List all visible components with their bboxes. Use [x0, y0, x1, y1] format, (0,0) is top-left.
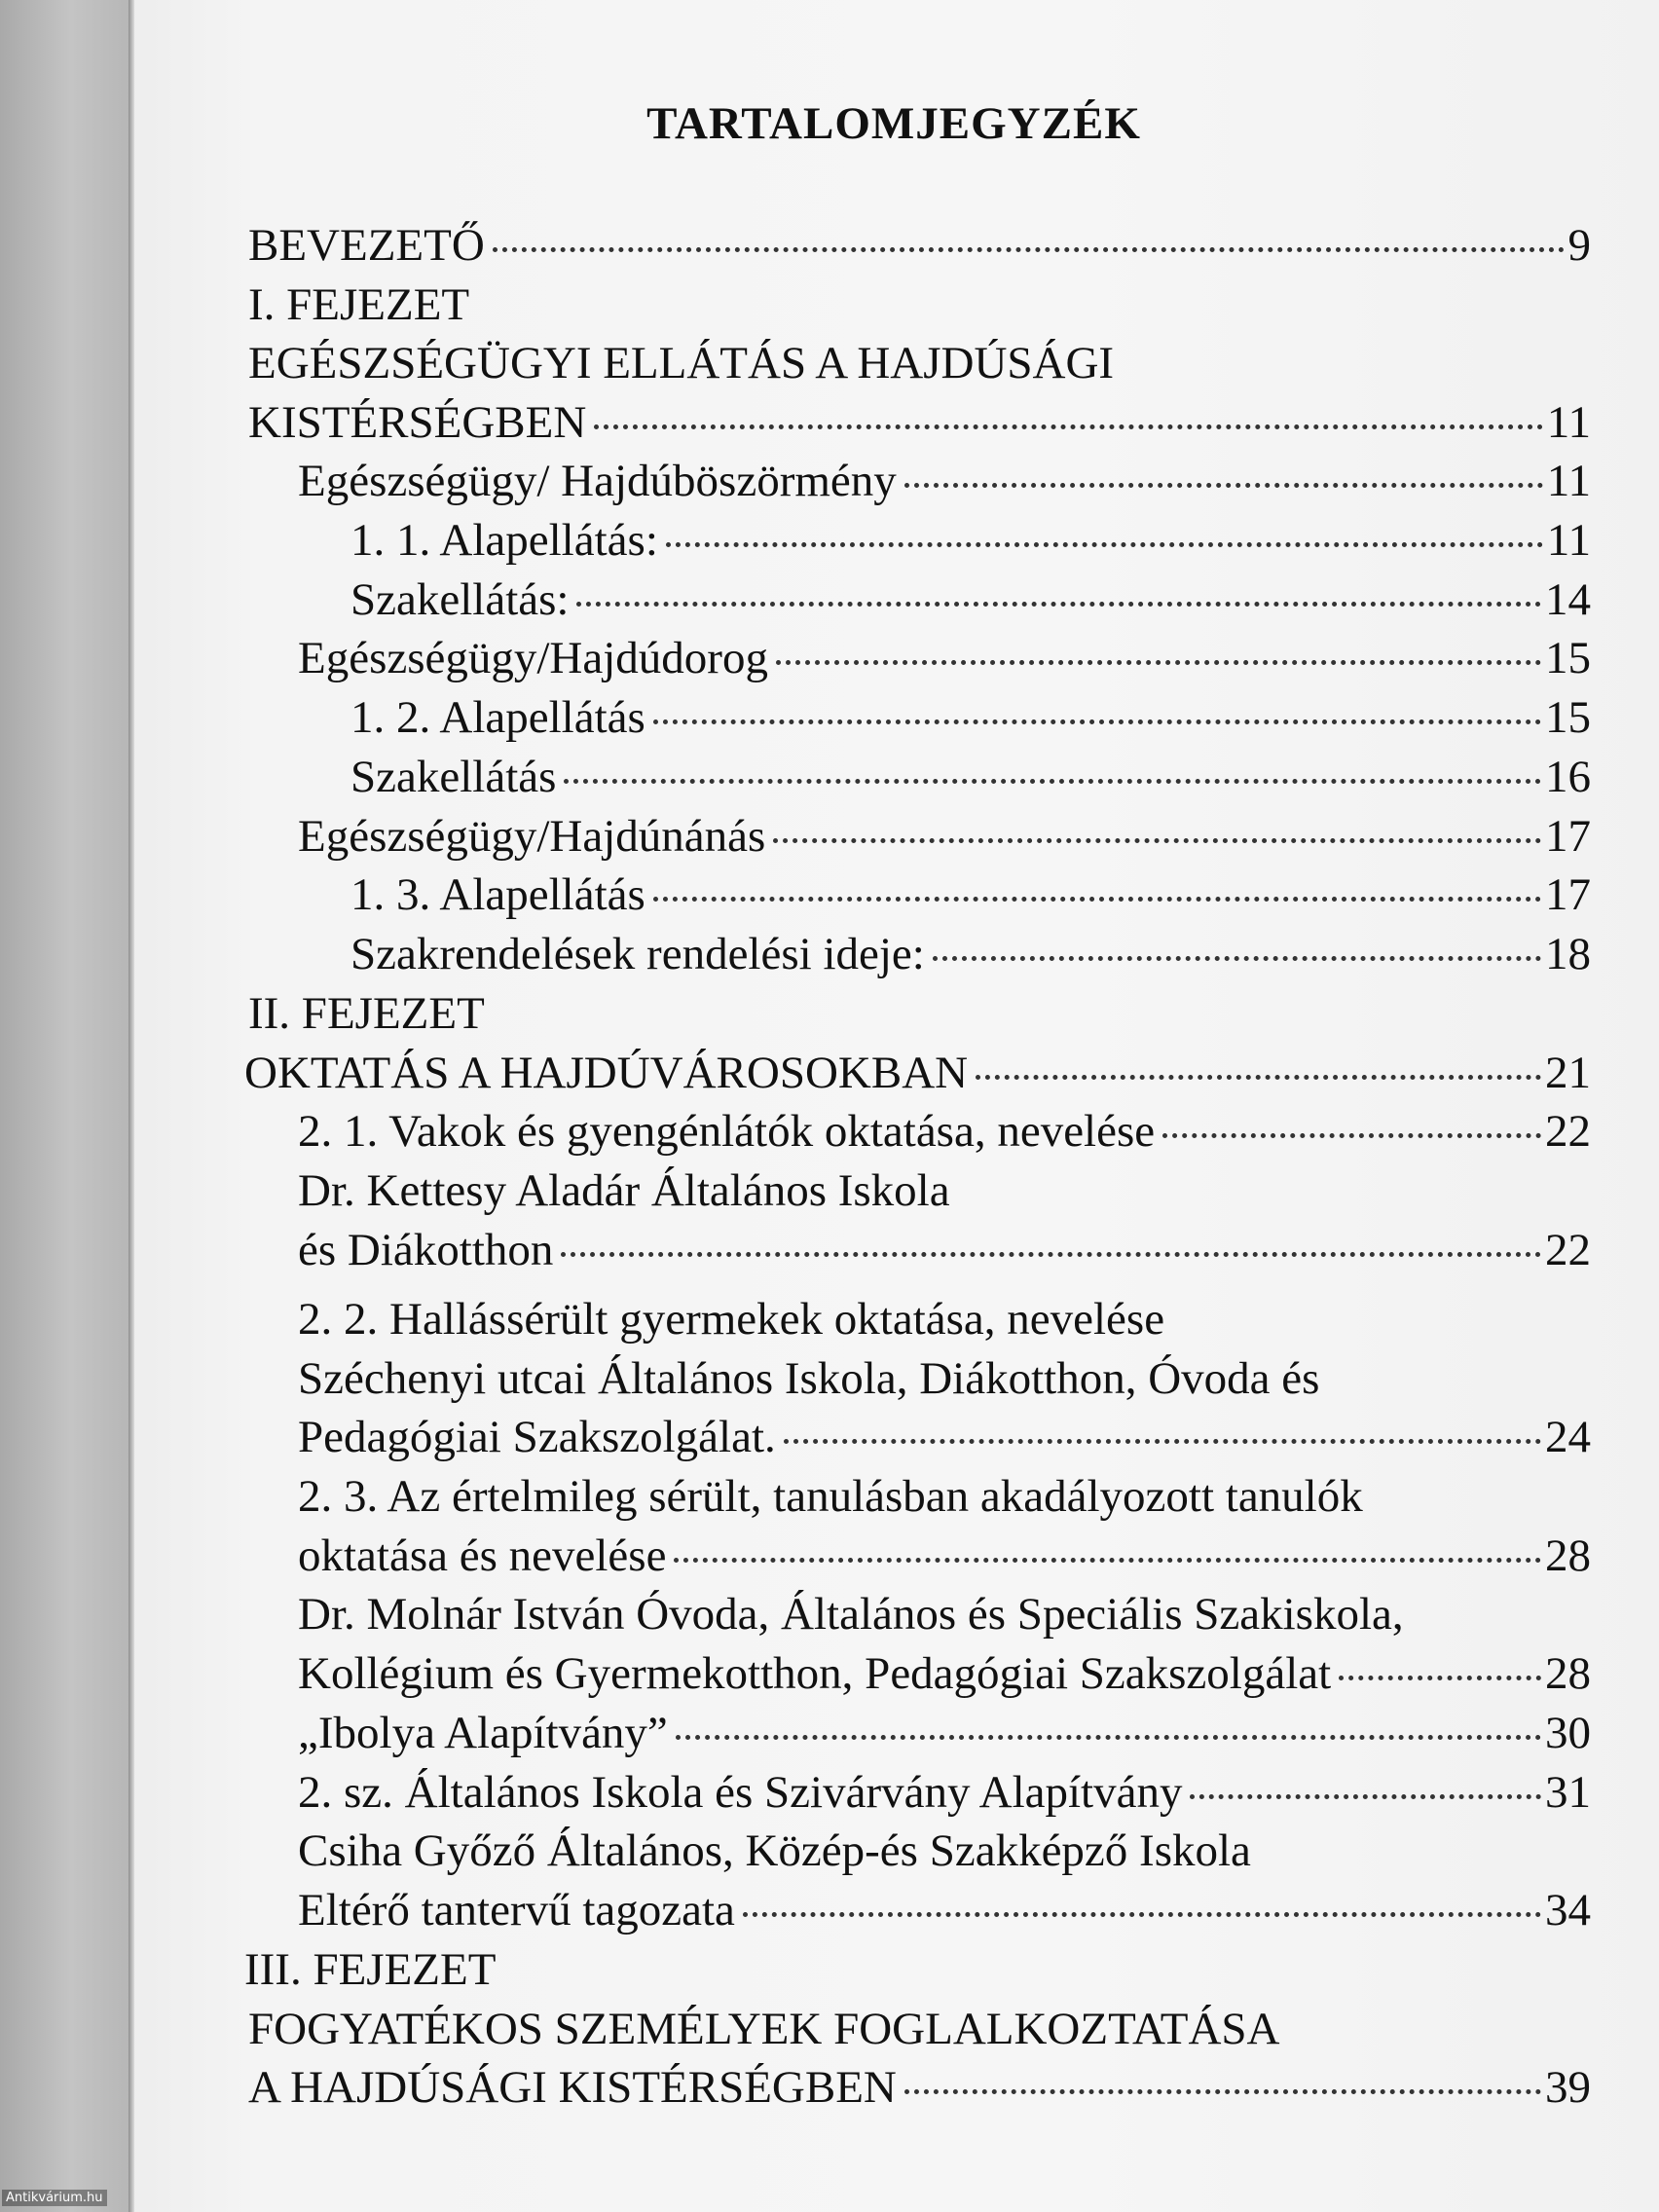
toc-entry [350, 571, 1591, 629]
toc-entry [298, 1763, 1591, 1822]
toc-entry-page: 9 [1567, 220, 1591, 271]
toc-entry-text: Eltérő tantervű tagozata [298, 1885, 735, 1936]
toc-entry [350, 866, 1591, 924]
toc-entry-page: 34 [1545, 1885, 1591, 1936]
toc-entry-page: 11 [1546, 515, 1591, 566]
toc-entry [248, 334, 1591, 392]
toc-entry [298, 1822, 1591, 1880]
toc-entry [298, 1467, 1591, 1526]
leader-dots [674, 1558, 1541, 1563]
toc-entry-text: A HAJDÚSÁGI KISTÉRSÉGBEN [248, 2062, 897, 2113]
leader-dots [493, 247, 1565, 252]
toc-entry-text: Pedagógiai Szakszolgálat. [298, 1412, 776, 1462]
toc-entry-page: 17 [1545, 869, 1591, 920]
toc-entry [298, 1585, 1591, 1643]
toc-entry-text: Egészségügy/ Hajdúböszörmény [298, 456, 897, 506]
toc-entry [350, 688, 1591, 747]
toc-entry-text: III. FEJEZET [244, 1944, 497, 1995]
leader-dots [1190, 1794, 1541, 1799]
leader-dots [776, 660, 1541, 665]
toc-entry-text: Szakellátás: [350, 574, 570, 625]
leader-dots [561, 1252, 1541, 1257]
toc-entry-text: EGÉSZSÉGÜGYI ELLÁTÁS A HAJDÚSÁGI [248, 338, 1115, 388]
toc-entry-text: 1. 2. Alapellátás [350, 692, 645, 743]
toc-entry [298, 1102, 1591, 1161]
toc-entry [244, 1940, 1591, 1999]
page-title: TARTALOMJEGYZÉK [646, 98, 1141, 149]
toc-entry [248, 2058, 1591, 2117]
toc-entry [298, 1527, 1591, 1585]
watermark: Antikvárium.hu [2, 2190, 107, 2206]
toc-entry-text: 1. 3. Alapellátás [350, 869, 645, 920]
toc-entry-page: 39 [1545, 2062, 1591, 2113]
toc-entry-text: Egészségügy/Hajdúnánás [298, 811, 766, 862]
toc-entry-page: 18 [1545, 929, 1591, 979]
toc-entry-text: „Ibolya Alapítvány” [298, 1708, 668, 1758]
leader-dots [784, 1439, 1541, 1444]
toc-entry-text: és Diákotthon [298, 1225, 554, 1275]
toc-entry [298, 1408, 1591, 1466]
toc-entry-text: BEVEZETŐ [248, 220, 485, 271]
toc-entry-text: I. FEJEZET [248, 279, 470, 330]
leader-dots [594, 424, 1542, 429]
leader-dots [904, 2089, 1541, 2094]
toc-entry [248, 276, 1591, 334]
toc-entry [350, 925, 1591, 983]
toc-entry-text: 2. 3. Az értelmileg sérült, tanulásban akadályozott tanulók [298, 1471, 1363, 1522]
toc-entry-text: oktatása és nevelése [298, 1530, 667, 1581]
toc-entry [298, 629, 1591, 687]
toc-entry [298, 452, 1591, 510]
toc-entry-text: OKTATÁS A HAJDÚVÁROSOKBAN [244, 1048, 969, 1098]
toc-entry [298, 1644, 1591, 1703]
toc-entry-page: 24 [1545, 1412, 1591, 1462]
toc-entry-page: 11 [1546, 397, 1591, 448]
leader-dots [1339, 1676, 1541, 1680]
leader-dots [666, 542, 1543, 547]
leader-dots [933, 956, 1541, 961]
toc-entry-text: II. FEJEZET [248, 988, 485, 1039]
toc-entry [298, 1349, 1591, 1408]
leader-dots [564, 779, 1541, 784]
toc-entry [248, 2000, 1591, 2058]
leader-dots [976, 1075, 1541, 1080]
toc-entry [248, 984, 1591, 1043]
leader-dots [653, 897, 1541, 902]
toc-entry-page: 30 [1545, 1708, 1591, 1758]
toc-entry-text: Dr. Kettesy Aladár Általános Iskola [298, 1165, 950, 1216]
toc-entry [298, 807, 1591, 866]
toc-entry-page: 14 [1545, 574, 1591, 625]
toc-entry-text: 2. 1. Vakok és gyengénlátók oktatása, nevelése [298, 1106, 1156, 1157]
leader-dots [653, 719, 1541, 724]
toc-entry-page: 21 [1545, 1048, 1591, 1098]
leader-dots [1162, 1133, 1541, 1138]
toc-entry [248, 216, 1591, 275]
toc-entry [350, 748, 1591, 806]
toc-entry-text: KISTÉRSÉGBEN [248, 397, 587, 448]
toc-entry-page: 28 [1545, 1648, 1591, 1699]
leader-dots [773, 838, 1541, 843]
leader-dots [904, 483, 1543, 488]
toc-entry-text: Széchenyi utcai Általános Iskola, Diákotthon, Óvoda és [298, 1353, 1320, 1404]
toc-entry-text: Egészségügy/Hajdúdorog [298, 633, 768, 683]
toc-entry-text: Dr. Molnár István Óvoda, Általános és Speciális Szakiskola, [298, 1589, 1404, 1640]
toc-entry-page: 28 [1545, 1530, 1591, 1581]
toc-entry-text: FOGYATÉKOS SZEMÉLYEK FOGLALKOZTATÁSA [248, 2004, 1280, 2054]
toc-entry-text: Szakellátás [350, 752, 557, 802]
toc-entry-text: 1. 1. Alapellátás: [350, 515, 658, 566]
toc-entry-page: 11 [1546, 456, 1591, 506]
toc-entry [298, 1161, 1591, 1220]
toc-entry [248, 393, 1591, 452]
toc-entry-text: Szakrendelések rendelési ideje: [350, 929, 925, 979]
toc-entry-text: Kollégium és Gyermekotthon, Pedagógiai Szakszolgálat [298, 1648, 1332, 1699]
toc-entry-page: 15 [1545, 633, 1591, 683]
toc-entry [298, 1704, 1591, 1762]
toc-entry [350, 511, 1591, 570]
toc-entry-page: 22 [1545, 1106, 1591, 1157]
toc-entry [244, 1044, 1591, 1102]
toc-entry-page: 17 [1545, 811, 1591, 862]
toc-entry-text: 2. sz. Általános Iskola és Szivárvány Alapítvány [298, 1767, 1183, 1818]
toc-entry-page: 31 [1545, 1767, 1591, 1818]
toc-entry-page: 22 [1545, 1225, 1591, 1275]
leader-dots [576, 602, 1541, 607]
toc-entry-text: Csiha Győző Általános, Közép-és Szakképző Iskola [298, 1825, 1251, 1876]
toc-entry [298, 1290, 1591, 1348]
toc-entry-page: 16 [1545, 752, 1591, 802]
leader-dots [743, 1912, 1541, 1917]
leader-dots [676, 1735, 1541, 1740]
toc-entry-page: 15 [1545, 692, 1591, 743]
toc-entry-text: 2. 2. Hallássérült gyermekek oktatása, nevelése [298, 1294, 1165, 1345]
toc-entry [298, 1881, 1591, 1939]
toc-entry [298, 1221, 1591, 1279]
